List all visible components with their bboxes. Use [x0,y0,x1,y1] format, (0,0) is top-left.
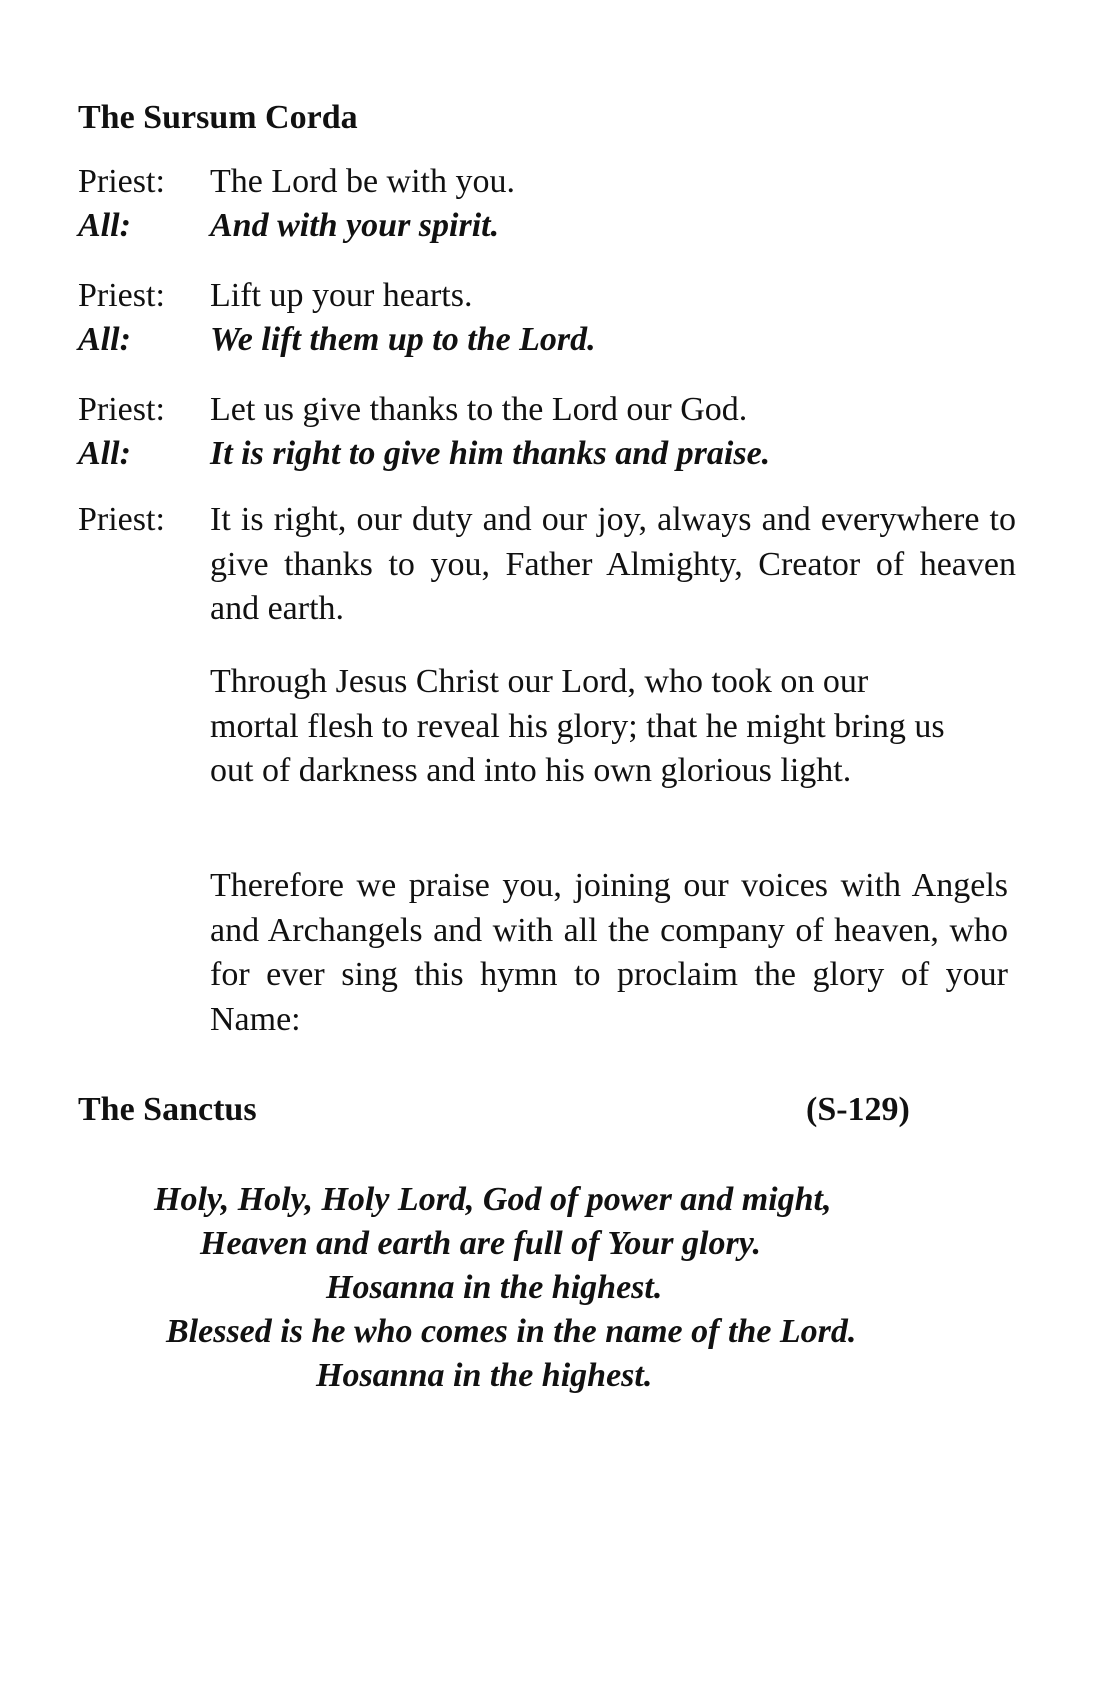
sanctus-heading: The Sanctus [78,1091,257,1128]
speaker-priest: Priest: [78,277,165,314]
preface-paragraph-2: Through Jesus Christ our Lord, who took on our mortal flesh to reveal his glory; that he might bring us out of darkness and into his own glorious light. [210,663,945,789]
speaker-all: All: [78,207,131,244]
all-line: It is right to give him thanks and praise. [210,435,771,472]
all-line: We lift them up to the Lord. [210,321,596,358]
all-line: And with your spirit. [210,207,500,244]
speaker-all: All: [78,321,131,358]
sanctus-line-5: Hosanna in the highest. [316,1357,653,1394]
preface-paragraph-3: Therefore we praise you, joining our voices with Angels and Archangels and with all the company of heaven, who for ever sing this hymn to proclaim the glory of your Name: [210,867,1008,1038]
priest-line: Let us give thanks to the Lord our God. [210,391,748,428]
sanctus-reference: (S-129) [806,1091,910,1128]
speaker-priest: Priest: [78,391,165,428]
sanctus-line-3: Hosanna in the highest. [326,1269,663,1306]
priest-line: Lift up your hearts. [210,277,473,314]
preface-paragraph-1: It is right, our duty and our joy, always and everywhere to give thanks to you, Father Almighty, Creator of heaven and earth. [210,501,1016,627]
speaker-priest: Priest: [78,163,165,200]
speaker-priest: Priest: [78,501,165,538]
sanctus-line-4: Blessed is he who comes in the name of the Lord. [166,1313,857,1350]
speaker-all: All: [78,435,131,472]
sursum-corda-heading: The Sursum Corda [78,99,358,136]
sanctus-line-1: Holy, Holy, Holy Lord, God of power and might, [154,1181,832,1218]
sanctus-line-2: Heaven and earth are full of Your glory. [200,1225,762,1262]
priest-line: The Lord be with you. [210,163,515,200]
